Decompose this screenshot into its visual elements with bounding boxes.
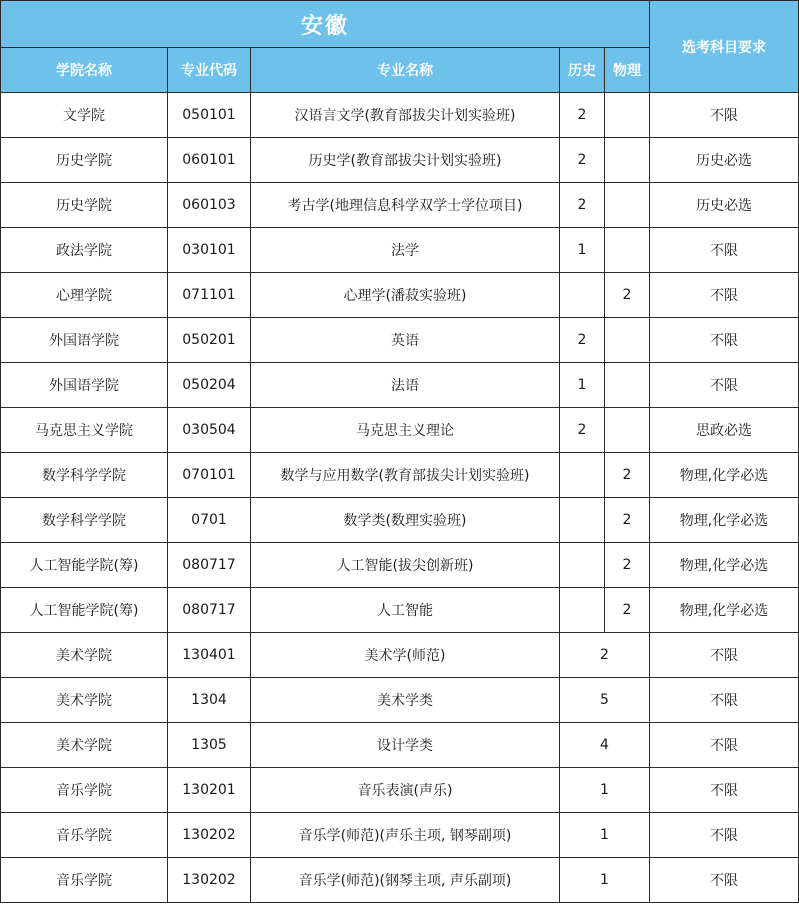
- history-cell: [560, 588, 605, 633]
- requirement-cell: 历史必选: [650, 138, 799, 183]
- major-cell: 英语: [251, 318, 560, 363]
- requirement-cell: 思政必选: [650, 408, 799, 453]
- requirement-cell: 不限: [650, 363, 799, 408]
- history-cell: 2: [560, 318, 605, 363]
- table-row: [1, 633, 799, 678]
- physics-cell: [605, 228, 650, 273]
- requirement-cell: 物理,化学必选: [650, 498, 799, 543]
- physics-cell: [605, 138, 650, 183]
- major-cell: 人工智能: [251, 588, 560, 633]
- major-cell: 美术学(师范): [251, 633, 560, 678]
- table-row: [1, 228, 799, 273]
- college-cell: 数学科学学院: [1, 453, 168, 498]
- table-body: [1, 93, 799, 903]
- college-cell: 马克思主义学院: [1, 408, 168, 453]
- requirement-cell: 不限: [650, 768, 799, 813]
- subject-count-cell: 4: [560, 723, 650, 768]
- code-cell: 071101: [168, 273, 251, 318]
- college-cell: 外国语学院: [1, 363, 168, 408]
- table-row: [1, 858, 799, 903]
- requirement-cell: 物理,化学必选: [650, 453, 799, 498]
- major-cell: 心理学(潘菽实验班): [251, 273, 560, 318]
- code-cell: 050101: [168, 93, 251, 138]
- requirement-cell: 不限: [650, 723, 799, 768]
- physics-cell: [605, 318, 650, 363]
- history-cell: [560, 498, 605, 543]
- code-cell: 0701: [168, 498, 251, 543]
- table-row: [1, 543, 799, 588]
- code-cell: 1304: [168, 678, 251, 723]
- history-header: 历史: [560, 48, 605, 93]
- requirement-cell: 不限: [650, 633, 799, 678]
- code-cell: 050201: [168, 318, 251, 363]
- college-cell: 心理学院: [1, 273, 168, 318]
- requirement-cell: 不限: [650, 93, 799, 138]
- code-cell: 1305: [168, 723, 251, 768]
- requirement-cell: 不限: [650, 678, 799, 723]
- major-cell: 音乐学(师范)(声乐主项, 钢琴副项): [251, 813, 560, 858]
- subject-count-cell: 5: [560, 678, 650, 723]
- province-title: 安徽: [1, 1, 650, 48]
- college-cell: 人工智能学院(筹): [1, 543, 168, 588]
- table-row: [1, 588, 799, 633]
- physics-cell: [605, 93, 650, 138]
- code-cell: 130201: [168, 768, 251, 813]
- table-row: [1, 363, 799, 408]
- major-cell: 音乐表演(声乐): [251, 768, 560, 813]
- subject-count-cell: 1: [560, 768, 650, 813]
- history-cell: 2: [560, 138, 605, 183]
- major-cell: 汉语言文学(教育部拔尖计划实验班): [251, 93, 560, 138]
- college-header: 学院名称: [1, 48, 168, 93]
- code-header: 专业代码: [168, 48, 251, 93]
- major-header: 专业名称: [251, 48, 560, 93]
- subject-count-cell: 1: [560, 858, 650, 903]
- code-cell: 060101: [168, 138, 251, 183]
- requirement-cell: 不限: [650, 858, 799, 903]
- college-cell: 美术学院: [1, 633, 168, 678]
- college-cell: 文学院: [1, 93, 168, 138]
- major-cell: 马克思主义理论: [251, 408, 560, 453]
- physics-cell: [605, 408, 650, 453]
- college-cell: 数学科学学院: [1, 498, 168, 543]
- requirement-cell: 不限: [650, 813, 799, 858]
- major-cell: 法学: [251, 228, 560, 273]
- code-cell: 130202: [168, 858, 251, 903]
- code-cell: 080717: [168, 543, 251, 588]
- table-row: [1, 318, 799, 363]
- table-row: [1, 273, 799, 318]
- college-cell: 音乐学院: [1, 768, 168, 813]
- requirement-cell: 物理,化学必选: [650, 543, 799, 588]
- major-cell: 法语: [251, 363, 560, 408]
- college-cell: 音乐学院: [1, 813, 168, 858]
- college-cell: 美术学院: [1, 678, 168, 723]
- requirement-cell: 不限: [650, 318, 799, 363]
- table-row: [1, 768, 799, 813]
- history-cell: 1: [560, 363, 605, 408]
- code-cell: 130401: [168, 633, 251, 678]
- physics-header: 物理: [605, 48, 650, 93]
- major-cell: 数学类(数理实验班): [251, 498, 560, 543]
- requirement-header: 选考科目要求: [650, 1, 799, 93]
- major-cell: 音乐学(师范)(钢琴主项, 声乐副项): [251, 858, 560, 903]
- table-row: [1, 498, 799, 543]
- physics-cell: [605, 183, 650, 228]
- major-cell: 数学与应用数学(教育部拔尖计划实验班): [251, 453, 560, 498]
- physics-cell: 2: [605, 498, 650, 543]
- table-row: [1, 813, 799, 858]
- college-cell: 美术学院: [1, 723, 168, 768]
- college-cell: 人工智能学院(筹): [1, 588, 168, 633]
- major-cell: 美术学类: [251, 678, 560, 723]
- physics-cell: 2: [605, 543, 650, 588]
- table-row: [1, 723, 799, 768]
- code-cell: 070101: [168, 453, 251, 498]
- code-cell: 050204: [168, 363, 251, 408]
- table-row: [1, 453, 799, 498]
- physics-cell: 2: [605, 453, 650, 498]
- subject-count-cell: 1: [560, 813, 650, 858]
- requirement-cell: 历史必选: [650, 183, 799, 228]
- code-cell: 030101: [168, 228, 251, 273]
- history-cell: 2: [560, 183, 605, 228]
- college-cell: 历史学院: [1, 183, 168, 228]
- table-row: [1, 138, 799, 183]
- table-row: [1, 678, 799, 723]
- table-row: [1, 93, 799, 138]
- requirement-cell: 不限: [650, 228, 799, 273]
- college-cell: 政法学院: [1, 228, 168, 273]
- requirement-cell: 不限: [650, 273, 799, 318]
- history-cell: [560, 273, 605, 318]
- physics-cell: 2: [605, 273, 650, 318]
- major-cell: 考古学(地理信息科学双学士学位项目): [251, 183, 560, 228]
- physics-cell: [605, 363, 650, 408]
- code-cell: 130202: [168, 813, 251, 858]
- table-row: [1, 408, 799, 453]
- table-row: [1, 183, 799, 228]
- major-cell: 历史学(教育部拔尖计划实验班): [251, 138, 560, 183]
- subject-count-cell: 2: [560, 633, 650, 678]
- physics-cell: 2: [605, 588, 650, 633]
- college-cell: 外国语学院: [1, 318, 168, 363]
- history-cell: 2: [560, 93, 605, 138]
- history-cell: 2: [560, 408, 605, 453]
- college-cell: 音乐学院: [1, 858, 168, 903]
- requirement-cell: 物理,化学必选: [650, 588, 799, 633]
- history-cell: [560, 543, 605, 588]
- major-cell: 设计学类: [251, 723, 560, 768]
- history-cell: 1: [560, 228, 605, 273]
- college-cell: 历史学院: [1, 138, 168, 183]
- code-cell: 060103: [168, 183, 251, 228]
- major-cell: 人工智能(拔尖创新班): [251, 543, 560, 588]
- history-cell: [560, 453, 605, 498]
- code-cell: 080717: [168, 588, 251, 633]
- code-cell: 030504: [168, 408, 251, 453]
